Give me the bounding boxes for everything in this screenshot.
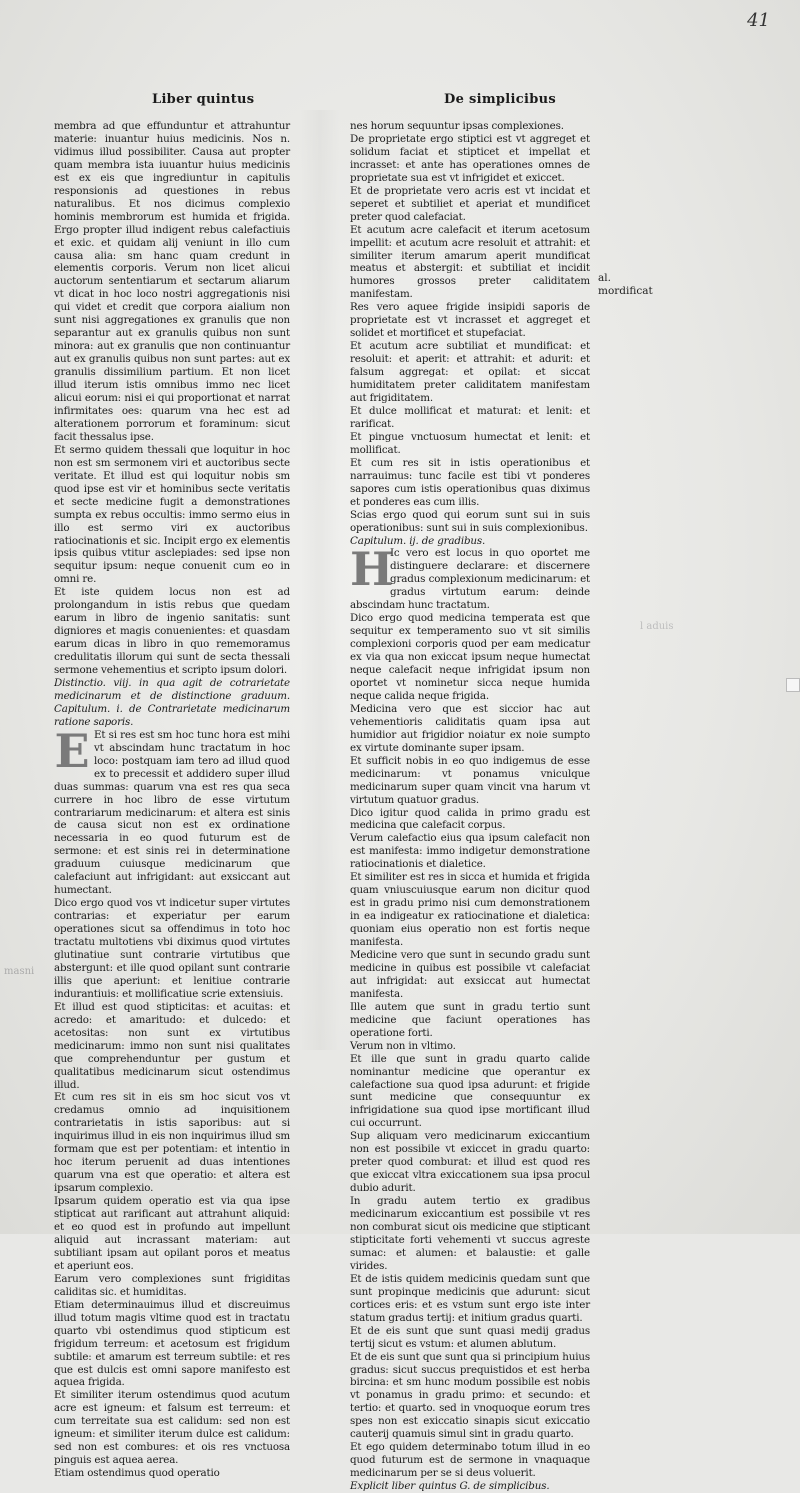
- paragraph: Earum vero complexiones sunt frigiditas caliditas sic. et humiditas.: [54, 1272, 290, 1298]
- folio-number: 41: [747, 10, 770, 31]
- right-text-column: [350, 120, 590, 1493]
- paragraph: In gradu autem tertio ex gradibus medicinarum exiccantium est possibile vt res non comburat sicut ois medicine que stipticant stipticitate forti vehementi vt succus agreste sumac: et alumen: et balaustie: et galle virides.: [350, 1195, 590, 1272]
- decorated-initial-h: H: [350, 542, 394, 597]
- paragraph: Et sermo quidem thessali que loquitur in hoc non est sm sermonem viri et auctoribus secte veritate. Et illud est qui loquitur nobis sm quod ipse est vir et hominibus secte veritatis et secte medicine fugit a demonstrationes sumpta ex rebus occultis: immo sermo eius in illo est sermo viri ex auctoribus ratiocinationis et sic. Incipit ergo ex elementis ipsis quibus vtitur asclepiades: sed ipse non sequitur ipsum: neque conuenit cum eo in omni re.: [54, 443, 290, 586]
- paragraph: Ille autem que sunt in gradu tertio sunt medicine que faciunt operationes has operatione forti.: [350, 1000, 590, 1039]
- paragraph: Et de eis sunt que sunt qua si principium huius gradus: sicut succus prequistidos et est herba bircina: et sm hunc modum possibile est nobis vt ponamus in gradu primo: et secundo: et tertio: et quarto. sed in vnoquoque eorum tres spes non est exiccatio sinapis sicut exiccatio cauterij quamuis simul sint in gradu quarto.: [350, 1350, 590, 1441]
- paragraph: Et cum res sit in eis sm hoc sicut vos vt credamus omnio ad inquisitionem contrarietatis in istis saporibus: aut si inquirimus illud in eis non inquirimus illud sm formam que est per potentiam: et intentio in hoc iterum peruenit ad duas intentiones quarum vna est que operatio: et altera est ipsarum complexio.: [54, 1091, 290, 1195]
- chapter-heading: Capitulum. ij. de gradibus.: [350, 534, 486, 547]
- paragraph: Etiam ostendimus quod operatio: [54, 1467, 220, 1480]
- decorated-initial-e: E: [54, 723, 90, 778]
- paragraph-with-initial: [350, 542, 590, 612]
- paragraph: Scias ergo quod qui eorum sunt sui in suis operationibus: sunt sui in suis complexionibus.: [350, 508, 590, 534]
- show-through-text-right: l aduis: [640, 621, 674, 632]
- paragraph: Medicina vero que est siccior hac aut vehementioris caliditatis quam ipsa aut humidior aut frigidior noiatur ex noie sumpto ex virtute dominante super ipsam.: [350, 702, 590, 754]
- paragraph: Et de proprietate vero acris est vt incidat et seperet et subtiliet et aperiat et mundificet preter quod calefaciat.: [350, 184, 590, 223]
- paragraph: Et acutum acre calefacit et iterum acetosum impellit: et acutum acre resoluit et attrahit: et similiter iterum amarum aperit mundificat meatus et abstergit: et subtiliat et incidit humores grossos preter caliditatem manifestam.: [350, 223, 590, 301]
- paragraph-with-initial: [54, 723, 290, 897]
- paragraph: membra ad que effunduntur et attrahuntur materie: inuantur huius medicinis. Nos n. vidimus illud possibiliter. Causa aut propter quam membra ista iuuantur huius medicinis est ex eis que ingrediuntur in capitulis responsionis ad questiones in rebus naturalibus. Et nos dicimus complexio hominis membrorum est humida et frigida. Ergo propter illud indigent rebus calefactiuis et exic. et quidam alij veniunt in illo cum causa alia: sm hanc quam credunt in elementis corporis. Verum non licet alicui auctorum sententiarum et sectarum aliarum vt dicat in hoc loco nostri aggregationis nisi qui videt et credit que corpora aialium non sunt nisi aggregationes ex granulis que non separantur aut ex granulis quibus non sunt minora: aut ex granulis que non continuantur aut ex granulis quibus non sunt partes: aut ex granulis dissimilium partium. Et non licet illud iterum istis omnibus immo nec licet alicui eorum: nisi ei qui proportionat et narrat infirmitates oes: quarum vna hec est ad alterationem porrorum et foraminum: sicut facit thessalus ipse.: [54, 120, 290, 443]
- paragraph: Et ego quidem determinabo totum illud in eo quod futurum est de sermone in vnaquaque medicinarum per se si deus voluerit.: [350, 1441, 590, 1480]
- explicit-line: Explicit liber quintus G. de simplicibus.: [350, 1480, 550, 1493]
- paragraph: Et acutum acre subtiliat et mundificat: et resoluit: et aperit: et attrahit: et adurit: et falsum aggregat: et opilat: et siccat humiditatem preter caliditatem manifestam aut frigiditatem.: [350, 340, 590, 405]
- paragraph: Dico igitur quod calida in primo gradu est medicina que calefacit corpus.: [350, 806, 590, 832]
- paragraph: Et de eis sunt que sunt quasi medij gradus tertij sicut es vstum: et alumen ablutum.: [350, 1324, 590, 1350]
- paragraph: Medicine vero que sunt in secundo gradu sunt medicine in quibus est possibile vt calefaciat aut infrigidat: aut exsiccat aut humectat manifesta.: [350, 949, 590, 1000]
- paragraph: Et sufficit nobis in eo quo indigemus de esse medicinarum: vt ponamus vniculque medicinarum super quam vincit vna harum vt virtutum quatuor gradus.: [350, 754, 590, 806]
- paragraph: De proprietate ergo stiptici est vt aggreget et solidum faciat et stipticet et impellat et incrasset: et ante has operationes omnes de proprietate sua est vt infrigidet et exiccet.: [350, 132, 590, 184]
- show-through-text-left: masni: [4, 966, 35, 977]
- paragraph: nes horum sequuntur ipsas complexiones.: [350, 120, 564, 132]
- paragraph: Et similiter iterum ostendimus quod acutum acre est igneum: et falsum est terreum: et cum terreitate sua est calidum: sed non est igneum: et similiter iterum dulce est calidum: sed non est combures: et ois res vnctuosa pinguis est aquea aerea.: [54, 1389, 290, 1467]
- paragraph: Et ille que sunt in gradu quarto calide nominantur medicine que operantur ex calefactione sua quod ipsa adurunt: et frigide sunt medicine que consequuntur ex infrigidatione sua quod ipse mortificant illud cui occurrunt.: [350, 1052, 590, 1130]
- paragraph-text: Ic vero est locus in quo oportet me distinguere declarare: et discernere gradus complexionum medicinarum: et gradus virtutum earum: deinde abscindam hunc tractatum.: [350, 547, 590, 612]
- paragraph: Verum calefactio eius qua ipsum calefacit non est manifesta: immo indigetur demonstratione ratiocinationis et dialetice.: [350, 832, 590, 871]
- paragraph: Et iste quidem locus non est ad prolongandum in istis rebus que quedam earum in libro de ingenio sanitatis: sunt digniores et magis conuenientes: et quasdam earum dicas in libro in quo rememoramus credulitatis illorum qui sunt de secta thessali sermone vehementius et scripto ipsum dolori.: [54, 586, 290, 677]
- paragraph: Ipsarum quidem operatio est via qua ipse stipticat aut rarificant aut attrahunt aliquid: et eo quod est in profundo aut impellunt aliquid aut incrassant materiam: aut subtiliant ipsam aut opilant poros et meatus et aperiunt eos.: [54, 1195, 290, 1272]
- paragraph: Et de istis quidem medicinis quedam sunt que sunt propinque medicinis que adurunt: sicut cortices eris: et es vstum sunt ergo iste inter statum gradus tertij: et initium gradus quarti.: [350, 1272, 590, 1324]
- paragraph-text: Et si res est sm hoc tunc hora est mihi vt abscindam hunc tractatum in hoc loco: postquam iam tero ad illud quod ex to precessit et addidero super illud duas summas: quarum vna est res qua seca currere in hoc libro de esse virtutum contrariarum medicinarum: et altera est sinis de causa sicut non est ex ordinatione necessaria in eo quod futurum est de sermone: et est sinis rei in determinatione graduum cuiusque medicinarum que calefaciunt aut infrigidant: aut exsiccant aut humectant.: [54, 728, 290, 897]
- marginal-note: al. mordificat: [598, 272, 653, 297]
- paragraph: Et similiter est res in sicca et humida et frigida quam vniuscuiusque earum non dicitur quod est in gradu primo nisi cum demonstrationem in ea indigeatur ex ratiocinatione et dialetica: quoniam eius operatio non est fortis neque manifesta.: [350, 871, 590, 949]
- running-head-left: Liber quintus: [152, 92, 255, 107]
- paragraph: Et dulce mollificat et maturat: et lenit: et rarificat.: [350, 404, 590, 430]
- paper-clip-mark: [786, 678, 800, 692]
- chapter-heading: Distinctio. viij. in qua agit de cotrarietate medicinarum et de distinctione graduum. Capitulum. i. de Contrarietate medicinarum ratione saporis.: [54, 676, 290, 728]
- paragraph: Verum non in vltimo.: [350, 1039, 456, 1052]
- paragraph: Et pingue vnctuosum humectat et lenit: et mollificat.: [350, 430, 590, 456]
- paragraph: Sup aliquam vero medicinarum exiccantium non est possibile vt exiccet in gradu quarto: preter quod comburat: et illud est quod res que exiccat vltra exiccationem sua ipsa procul dubio adurit.: [350, 1130, 590, 1195]
- left-text-column: [54, 120, 290, 1480]
- paragraph: Res vero aquee frigide insipidi saporis de proprietate est vt incrasset et aggreget et solidet et mortificet et stupefaciat.: [350, 301, 590, 340]
- gutter: [300, 110, 340, 1050]
- paragraph: Et illud est quod stipticitas: et acuitas: et acredo: et amaritudo: et dulcedo: et acetositas: non sunt ex virtutibus medicinarum: immo non sunt nisi qualitates que comprehenduntur per gustum et qualitatibus medicinarum sicut ostendimus illud.: [54, 1000, 290, 1091]
- paragraph: Et cum res sit in istis operationibus et narrauimus: tunc facile est tibi vt ponderes sapores cum istis operationibus quas diximus et ponderes eas cum illis.: [350, 456, 590, 508]
- paragraph: Dico ergo quod vos vt indicetur super virtutes contrarias: et experiatur per earum operationes sicut sa offendimus in toto hoc tractatu multotiens vbi diximus quod virtutes glutinatiue sunt contrarie virtutibus que abstergunt: et ille quod opilant sunt contrarie illis que aperiunt: et lenitiue contrarie indurantiuis: et mollificatiue scrie extensiuis.: [54, 897, 290, 1000]
- paragraph: Dico ergo quod medicina temperata est que sequitur ex temperamento suo vt sit similis complexioni corporis quod per eam medicatur ex via qua non exiccat ipsum neque humectat neque calefacit neque infrigidat ipsum non oportet vt nominetur sicca neque humida neque calida neque frigida.: [350, 612, 590, 702]
- paragraph: Etiam determinauimus illud et discreuimus illud totum magis vltime quod est in tractatu quarto vbi ostendimus quod stipticum est frigidum terreum: et acetosum est frigidum subtile: et amarum est terreum subtile: et res que est dulcis est omni sapore manifesto est aquea frigida.: [54, 1298, 290, 1389]
- running-head-right: De simplicibus: [444, 92, 556, 107]
